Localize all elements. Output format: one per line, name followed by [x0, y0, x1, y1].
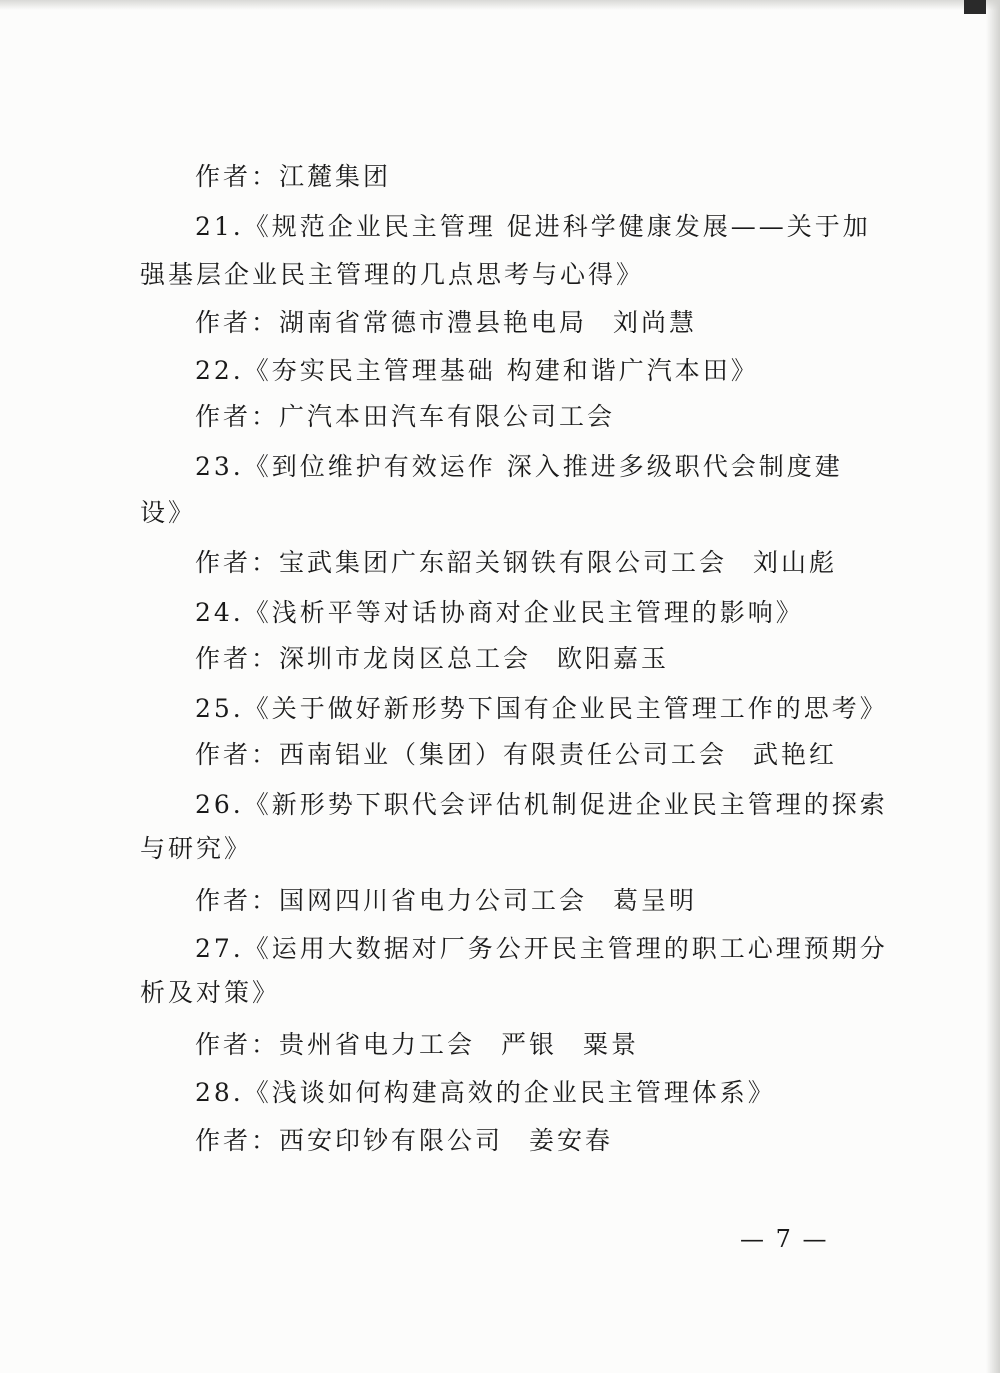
title-line-continued: 设》 [140, 498, 197, 527]
author-line [195, 642, 669, 676]
author-label: 作者： [195, 1030, 280, 1059]
author-org: 贵州省电力工会 [279, 1030, 476, 1059]
author-label: 作者： [195, 740, 280, 769]
author-line [195, 160, 391, 194]
author-org: 广汽本田汽车有限公司工会 [279, 402, 616, 431]
author-org: 西安印钞有限公司 [279, 1126, 504, 1155]
title-line: 22.《夯实民主管理基础 构建和谐广汽本田》 [195, 356, 759, 385]
author-org: 国网四川省电力公司工会 [279, 886, 588, 915]
author-person: 葛呈明 [613, 886, 698, 915]
author-line [195, 884, 697, 918]
author-line [195, 400, 615, 434]
author-org: 西南铝业（集团）有限责任公司工会 [279, 740, 728, 769]
title-line: 21.《规范企业民主管理 促进科学健康发展——关于加 [195, 212, 871, 241]
title-line: 27.《运用大数据对厂务公开民主管理的职工心理预期分 [195, 934, 888, 963]
scan-edge-top [0, 0, 1000, 10]
author-label: 作者： [195, 1126, 280, 1155]
title-line-continued: 析及对策》 [140, 978, 281, 1007]
author-org: 江麓集团 [279, 162, 392, 191]
author-label: 作者： [195, 402, 280, 431]
author-label: 作者： [195, 162, 280, 191]
author-org: 深圳市龙岗区总工会 [279, 644, 532, 673]
author-label: 作者： [195, 548, 280, 577]
author-person: 欧阳嘉玉 [557, 644, 670, 673]
author-line [195, 1124, 613, 1158]
author-label: 作者： [195, 644, 280, 673]
title-line: 25.《关于做好新形势下国有企业民主管理工作的思考》 [195, 694, 888, 723]
scan-corner-mark [964, 0, 986, 14]
author-person: 刘山彪 [753, 548, 838, 577]
author-person: 武艳红 [753, 740, 838, 769]
author-person: 严银 [501, 1030, 558, 1059]
author-label: 作者： [195, 886, 280, 915]
scan-edge-right [986, 0, 1000, 1373]
title-line: 28.《浅谈如何构建高效的企业民主管理体系》 [195, 1078, 776, 1107]
title-line: 26.《新形势下职代会评估机制促进企业民主管理的探索 [195, 790, 888, 819]
author-person: 姜安春 [529, 1126, 614, 1155]
author-label: 作者： [195, 308, 280, 337]
title-line: 23.《到位维护有效运作 深入推进多级职代会制度建 [195, 452, 843, 481]
author-line [195, 306, 697, 340]
title-line-continued: 与研究》 [140, 834, 253, 863]
page-number: — 7 — [740, 1225, 829, 1253]
author-person: 粟景 [583, 1030, 640, 1059]
author-line [195, 546, 837, 580]
author-org: 宝武集团广东韶关钢铁有限公司工会 [279, 548, 728, 577]
author-person: 刘尚慧 [613, 308, 698, 337]
author-line [195, 738, 837, 772]
title-line: 24.《浅析平等对话协商对企业民主管理的影响》 [195, 598, 804, 627]
author-line [195, 1028, 639, 1062]
title-line-continued: 强基层企业民主管理的几点思考与心得》 [140, 260, 645, 289]
author-org: 湖南省常德市澧县艳电局 [279, 308, 588, 337]
